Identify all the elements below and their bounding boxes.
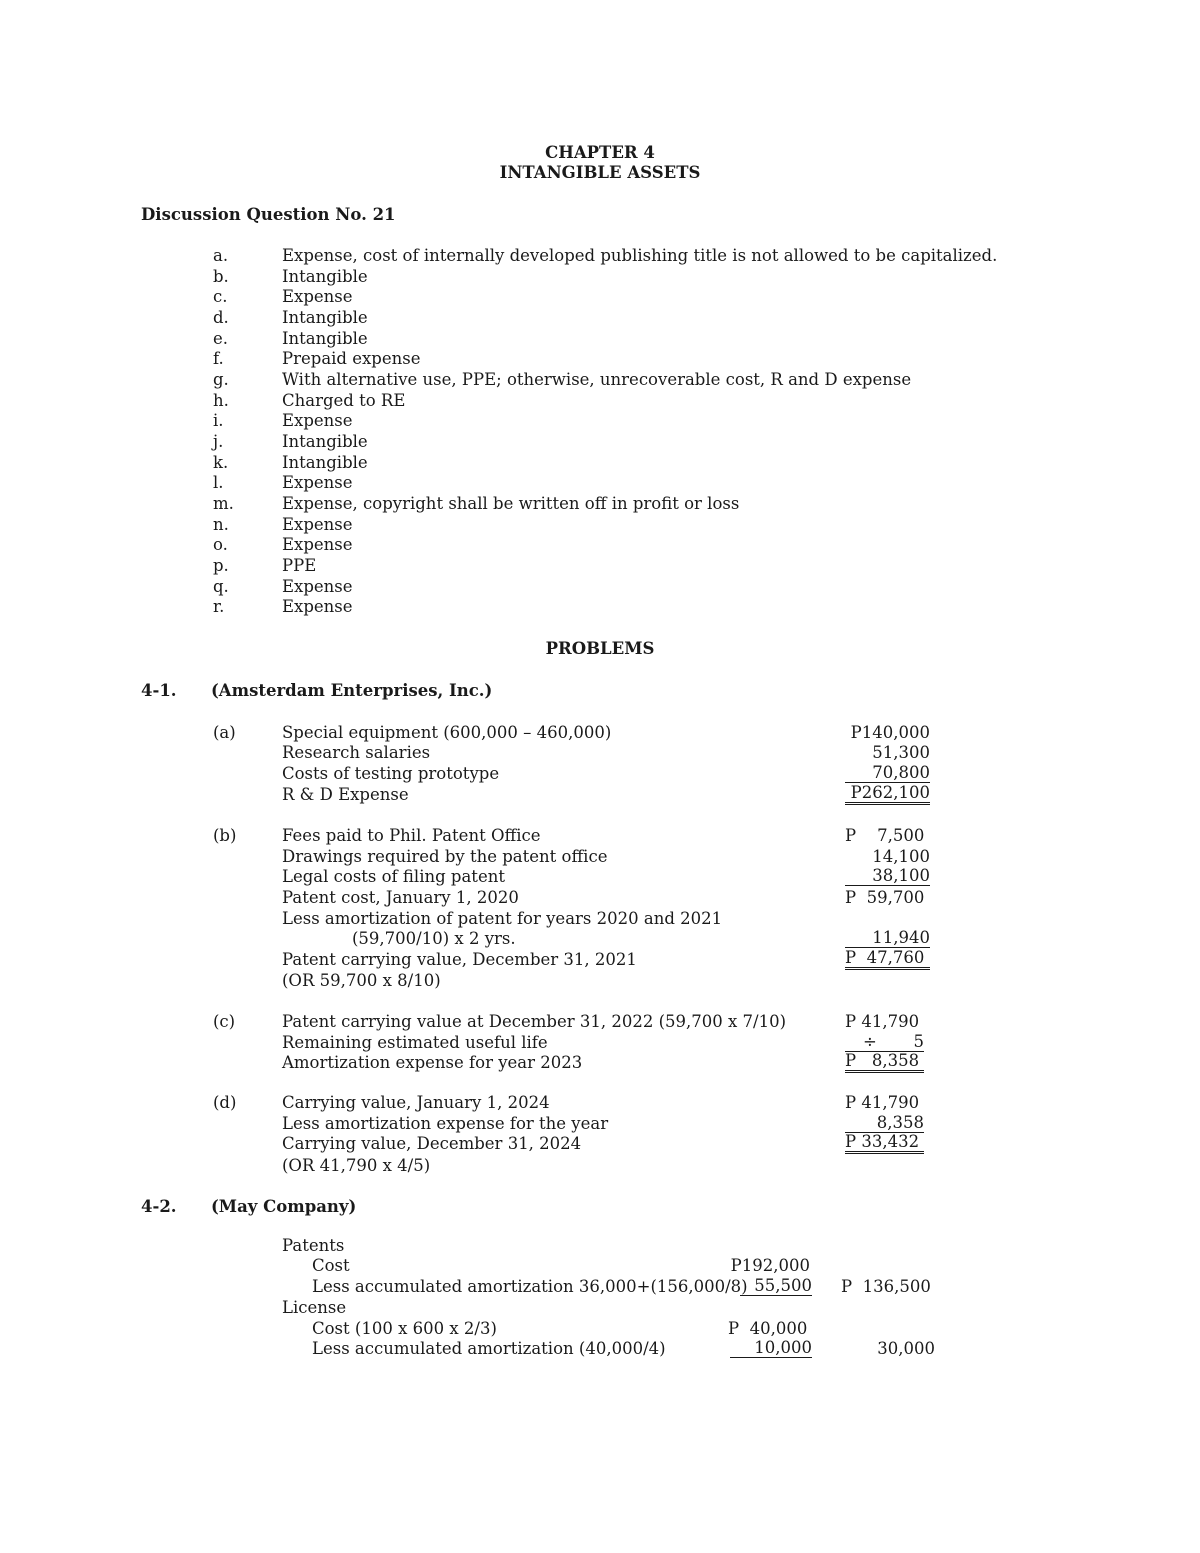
list-item-letter: j. xyxy=(213,432,224,451)
list-item-letter: a. xyxy=(213,246,229,265)
line-item-net: P 136,500 xyxy=(841,1277,931,1296)
problem-number: 4-1. xyxy=(141,681,177,700)
part-label: (a) xyxy=(213,723,236,742)
line-item-label: Patent carrying value, December 31, 2021 xyxy=(282,950,637,969)
list-item-text: Intangible xyxy=(282,453,368,472)
line-item-label: Less accumulated amortization (40,000/4) xyxy=(312,1339,666,1358)
chapter-heading: CHAPTER 4 xyxy=(545,143,655,162)
discussion-heading: Discussion Question No. 21 xyxy=(141,205,396,224)
part-label: (b) xyxy=(213,826,237,845)
list-item-text: Expense xyxy=(282,577,353,596)
line-item-amount: P 7,500 xyxy=(845,826,925,845)
line-item-total: P262,100 xyxy=(845,784,930,805)
list-item-letter: n. xyxy=(213,515,229,534)
line-item-net: 30,000 xyxy=(877,1339,935,1358)
line-item-amount: ÷ 5 xyxy=(845,1032,924,1052)
list-item-letter: k. xyxy=(213,453,229,472)
line-item-label: (59,700/10) x 2 yrs. xyxy=(352,929,516,948)
line-item-label: (OR 41,790 x 4/5) xyxy=(282,1156,431,1175)
line-item-amount: 55,500 xyxy=(740,1276,812,1296)
list-item-text: Charged to RE xyxy=(282,391,406,410)
part-label: (d) xyxy=(213,1093,237,1112)
line-item-label: Amortization expense for year 2023 xyxy=(282,1053,583,1072)
list-item-text: Intangible xyxy=(282,432,368,451)
line-item-amount: P140,000 xyxy=(850,723,930,742)
list-item-letter: d. xyxy=(213,308,229,327)
list-item-text: Expense xyxy=(282,535,353,554)
line-item-label: Costs of testing prototype xyxy=(282,764,500,783)
line-item-label: Patent cost, January 1, 2020 xyxy=(282,888,519,907)
list-item-text: Expense xyxy=(282,515,353,534)
list-item-text: Expense xyxy=(282,597,353,616)
list-item-letter: f. xyxy=(213,349,224,368)
line-item-total: P 47,760 xyxy=(845,949,930,970)
list-item-letter: h. xyxy=(213,391,229,410)
list-item-text: Intangible xyxy=(282,329,368,348)
list-item-text: Expense, copyright shall be written off in profit or loss xyxy=(282,494,740,513)
list-item-text: Expense xyxy=(282,287,353,306)
list-item-letter: l. xyxy=(213,473,224,492)
line-item-amount: 8,358 xyxy=(845,1113,924,1133)
list-item-letter: b. xyxy=(213,267,229,286)
list-item-text: PPE xyxy=(282,556,317,575)
list-item-text: With alternative use, PPE; otherwise, unrecoverable cost, R and D expense xyxy=(282,370,912,389)
section-label: Patents xyxy=(282,1236,345,1255)
line-item-total: P 33,432 xyxy=(845,1133,924,1154)
line-item-label: Patent carrying value at December 31, 2022 (59,700 x 7/10) xyxy=(282,1012,787,1031)
line-item-amount: P 59,700 xyxy=(845,888,925,907)
line-item-amount: P 40,000 xyxy=(728,1319,808,1338)
line-item-label: Carrying value, January 1, 2024 xyxy=(282,1093,550,1112)
list-item-text: Expense, cost of internally developed publishing title is not allowed to be capitalized. xyxy=(282,246,998,265)
line-item-amount: 10,000 xyxy=(730,1338,812,1358)
line-item-label: Cost (100 x 600 x 2/3) xyxy=(312,1319,497,1338)
problem-title: (May Company) xyxy=(211,1197,357,1216)
line-item-label: Fees paid to Phil. Patent Office xyxy=(282,826,541,845)
list-item-letter: q. xyxy=(213,577,229,596)
line-item-amount: 38,100 xyxy=(845,866,930,886)
list-item-text: Expense xyxy=(282,473,353,492)
line-item-label: Remaining estimated useful life xyxy=(282,1033,548,1052)
part-label: (c) xyxy=(213,1012,236,1031)
line-item-amount: P 41,790 xyxy=(845,1012,920,1031)
page-title: INTANGIBLE ASSETS xyxy=(499,163,701,182)
list-item-letter: p. xyxy=(213,556,229,575)
list-item-text: Prepaid expense xyxy=(282,349,421,368)
line-item-amount: 14,100 xyxy=(872,847,930,866)
line-item-label: Cost xyxy=(312,1256,350,1275)
line-item-label: Legal costs of filing patent xyxy=(282,867,505,886)
line-item-amount: P192,000 xyxy=(730,1256,810,1275)
list-item-text: Intangible xyxy=(282,267,368,286)
list-item-letter: m. xyxy=(213,494,234,513)
line-item-label: Research salaries xyxy=(282,743,431,762)
list-item-text: Intangible xyxy=(282,308,368,327)
line-item-label: (OR 59,700 x 8/10) xyxy=(282,971,441,990)
line-item-label: Less amortization expense for the year xyxy=(282,1114,609,1133)
line-item-amount: 51,300 xyxy=(872,743,930,762)
line-item-label: R & D Expense xyxy=(282,785,409,804)
line-item-total: P 8,358 xyxy=(845,1052,924,1073)
list-item-letter: g. xyxy=(213,370,229,389)
list-item-text: Expense xyxy=(282,411,353,430)
line-item-label: Less accumulated amortization 36,000+(156,000/8) xyxy=(312,1277,748,1296)
line-item-label: Drawings required by the patent office xyxy=(282,847,608,866)
list-item-letter: e. xyxy=(213,329,229,348)
line-item-label: Carrying value, December 31, 2024 xyxy=(282,1134,582,1153)
line-item-label: Special equipment (600,000 – 460,000) xyxy=(282,723,612,742)
list-item-letter: r. xyxy=(213,597,225,616)
line-item-label: Less amortization of patent for years 2020 and 2021 xyxy=(282,909,723,928)
list-item-letter: o. xyxy=(213,535,228,554)
list-item-letter: c. xyxy=(213,287,228,306)
list-item-letter: i. xyxy=(213,411,224,430)
section-label: License xyxy=(282,1298,347,1317)
line-item-amount: 70,800 xyxy=(845,763,930,783)
problems-heading: PROBLEMS xyxy=(545,639,655,658)
problem-number: 4-2. xyxy=(141,1197,177,1216)
problem-title: (Amsterdam Enterprises, Inc.) xyxy=(211,681,493,700)
line-item-amount: P 41,790 xyxy=(845,1093,920,1112)
line-item-amount: 11,940 xyxy=(845,928,930,948)
